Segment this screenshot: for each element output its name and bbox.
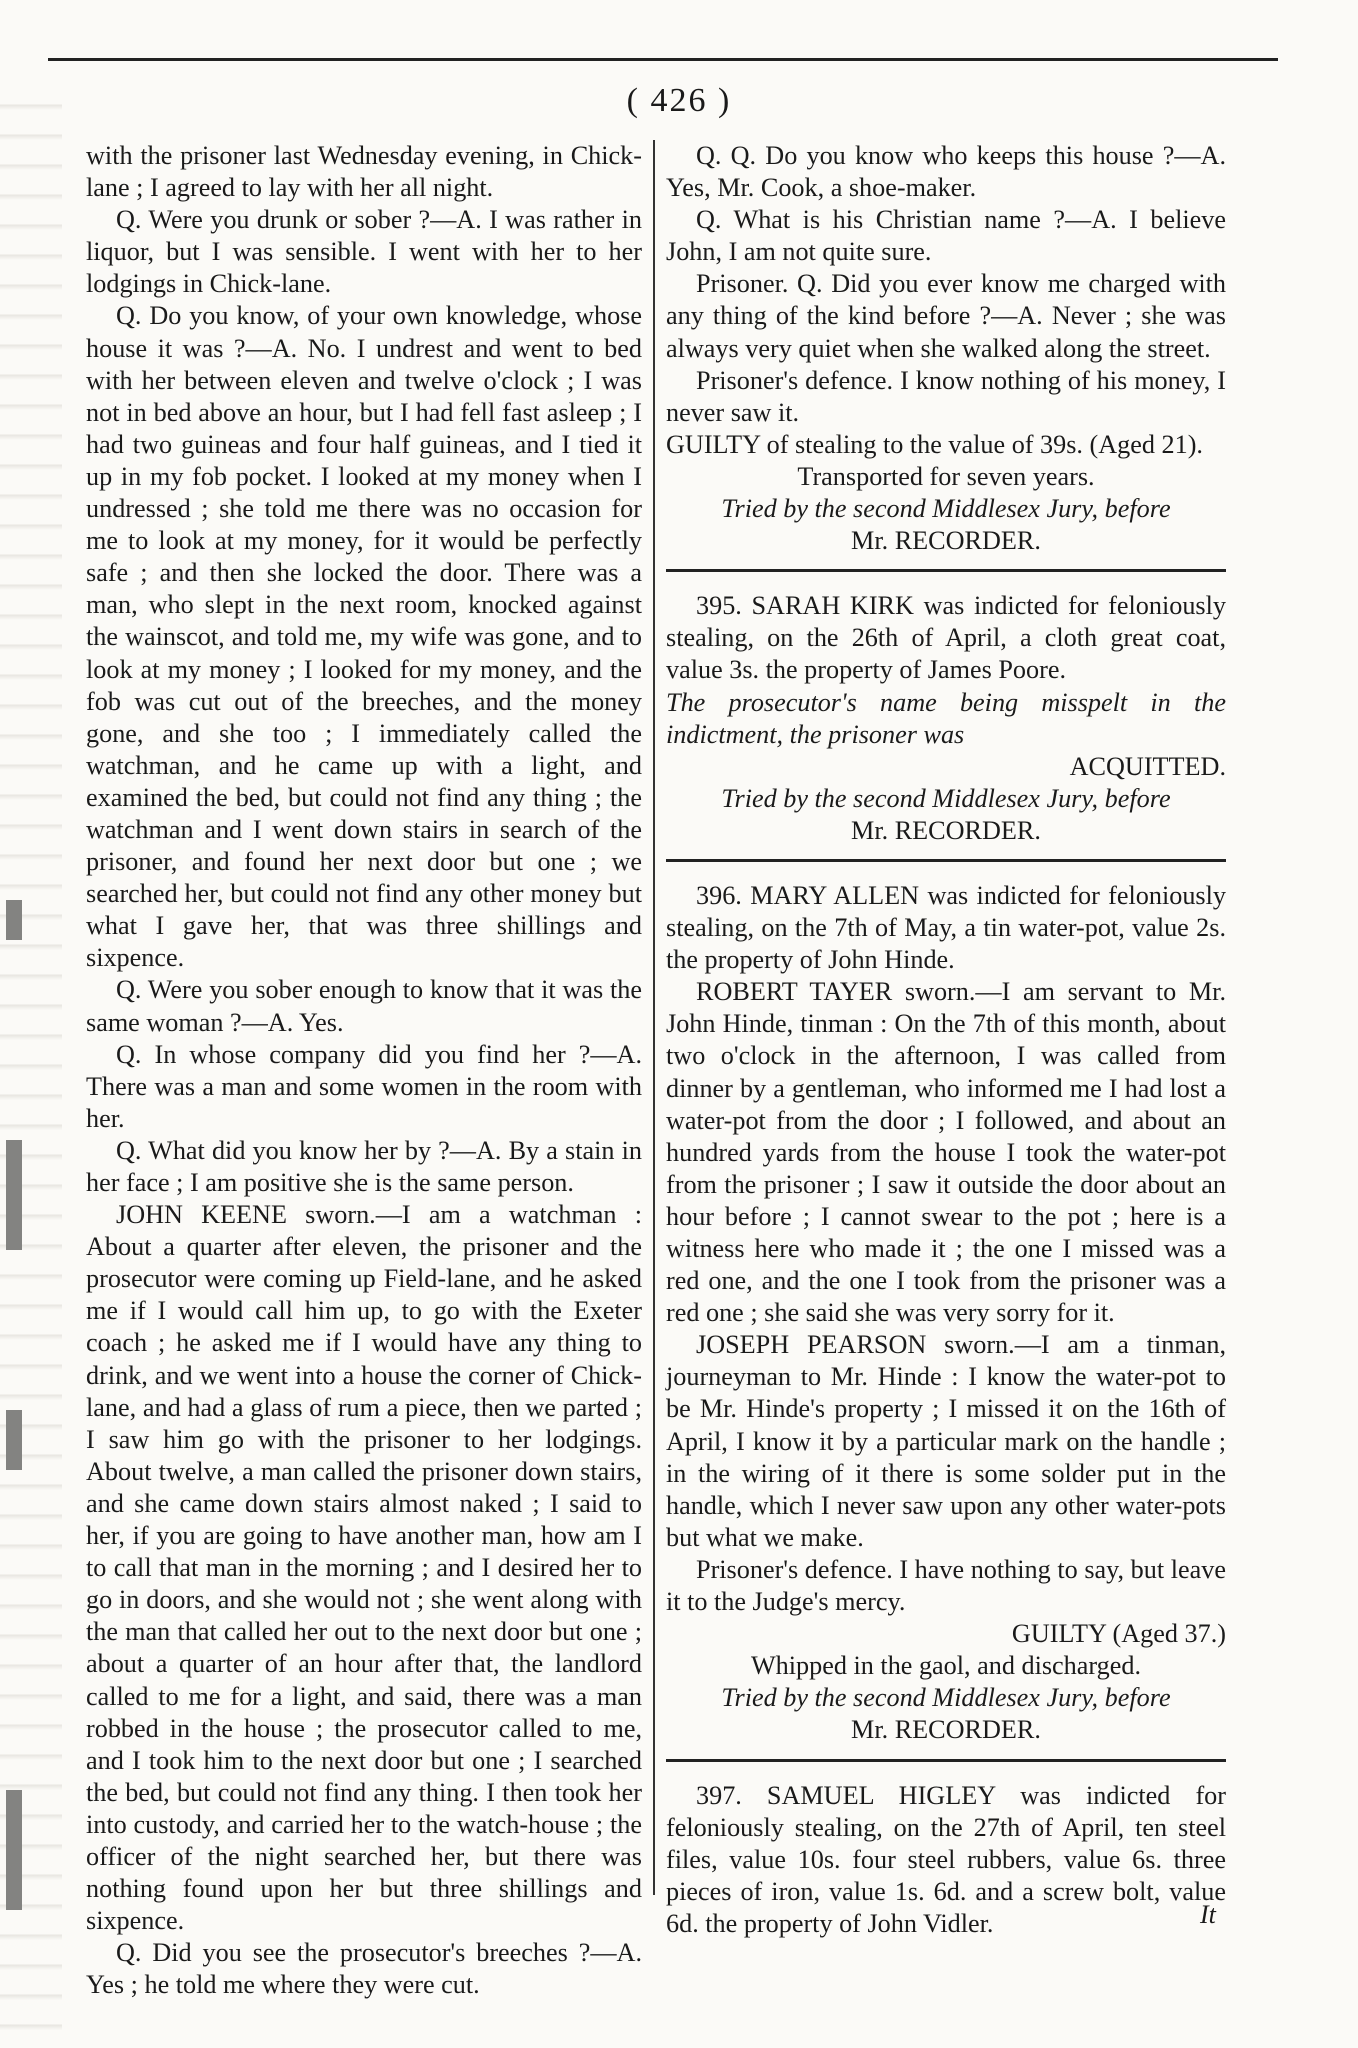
paragraph: Q. What is his Christian name ?—A. I believe John, I am not quite sure. xyxy=(666,205,1226,267)
case-note: The prosecutor's name being misspelt in the indictment, the prisoner was xyxy=(666,687,1226,749)
header-rule xyxy=(48,58,1278,61)
trial-note: Tried by the second Middlesex Jury, before xyxy=(721,783,1171,813)
paragraph: Q. Did you see the prosecutor's breeches ?—A. Yes ; he told me where they were cut. xyxy=(86,1938,642,2000)
verdict: ACQUITTED. xyxy=(1069,751,1226,781)
sentence: Transported for seven years. xyxy=(797,461,1095,491)
right-column xyxy=(666,140,1226,1940)
paragraph: Q. Were you drunk or sober ?—A. I was rather in liquor, but I was sensible. I went with her to her lodgings in Chick-lane. xyxy=(86,205,642,299)
paragraph: Q. Do you know, of your own knowledge, whose house it was ?—A. No. I undrest and went to bed with her between eleven and twelve o'clock ; I was not in bed above an hour, but I had fell fast asleep ; I had two guineas and four half guineas, and I tied it up in my fob pocket. I looked at my money when I undressed ; she told me there was no occasion for me to look at my money, for it would be perfectly safe ; and then she locked the door. There was a man, who slept in the next room, knocked against the wainscot, and told me, my wife was gone, and to look at my money ; I looked for my money, and the fob was cut out of the breeches, and the money gone, and she too ; I immediately called the watchman, and he came up with a light, and examined the bed, but could not find any thing ; the watchman and I went down stairs in search of the prisoner, and found her next door but one ; we searched her, but could not find any other money but what I gave her, that was three shillings and sixpence. xyxy=(86,301,642,973)
verdict: GUILTY (Aged 37.) xyxy=(1011,1619,1226,1649)
paragraph: Q. What did you know her by ?—A. By a stain in her face ; I am positive she is the same person. xyxy=(86,1135,642,1197)
recorder: Mr. RECORDER. xyxy=(851,526,1041,556)
sentence: Whipped in the gaol, and discharged. xyxy=(750,1651,1142,1681)
case-paragraph: 397. SAMUEL HIGLEY was indicted for feloniously stealing, on the 27th of April, ten steel files, value 10s. four steel rubbers, value 6s. three pieces of iron, value 1s. 6d. and a screw bolt, value 6d. the property of John Vidler. xyxy=(666,1780,1226,1938)
verdict: GUILTY of stealing to the value of 39s. (Aged 21). xyxy=(666,429,1203,459)
section-rule xyxy=(666,1759,1226,1762)
scan-margin xyxy=(0,80,62,2040)
paragraph: Q. Were you sober enough to know that it was the same woman ?—A. Yes. xyxy=(86,975,642,1037)
case-paragraph: 395. SARAH KIRK was indicted for feloniously stealing, on the 26th of April, a cloth great coat, value 3s. the property of James Poore. xyxy=(666,591,1226,685)
case-paragraph: 396. MARY ALLEN was indicted for feloniously stealing, on the 7th of May, a tin water-pot, value 2s. the property of John Hinde. xyxy=(666,880,1226,975)
witness-paragraph: ROBERT TAYER sworn.—I am servant to Mr. John Hinde, tinman : On the 7th of this month, about two o'clock in the afternoon, I was called from dinner by a gentleman, who informed me I had lost a water-pot from the door ; I followed, and about an hundred yards from the house I took the water-pot from the prisoner ; I saw it outside the door about an hour before ; I cannot swear to the pot ; here is a witness here who made it ; the one I missed was a red one, and the one I took from the prisoner was a red one ; she said she was very sorry for it. xyxy=(666,977,1226,1328)
witness-paragraph: JOSEPH PEARSON sworn.—I am a tinman, journeyman to Mr. Hinde : I know the water-pot to be Mr. Hinde's property ; I missed it on the 16th of April, I know it by a particular mark on the handle ; in the wiring of it there is some solder put in the handle, which I never saw upon any other water-pots but what we make. xyxy=(666,1330,1226,1552)
catchword: It xyxy=(1200,1900,1216,1929)
paragraph: Prisoner's defence. I know nothing of his money, I never saw it. xyxy=(666,365,1226,427)
paragraph: Prisoner. Q. Did you ever know me charged with any thing of the kind before ?—A. Never ; she was always very quiet when she walked along the street. xyxy=(666,269,1226,363)
scan-mark xyxy=(6,900,22,940)
trial-note: Tried by the second Middlesex Jury, before xyxy=(721,494,1171,524)
scan-mark xyxy=(6,1410,22,1470)
scan-mark xyxy=(6,1790,22,1910)
defence-paragraph: Prisoner's defence. I have nothing to say, but leave it to the Judge's mercy. xyxy=(666,1554,1226,1617)
paragraph: Q. Q. Do you know who keeps this house ?—A. Yes, Mr. Cook, a shoe-maker. xyxy=(666,141,1226,203)
scan-mark xyxy=(6,1140,22,1250)
column-divider xyxy=(653,140,655,1895)
page-number: ( 426 ) xyxy=(626,82,732,119)
recorder: Mr. RECORDER. xyxy=(851,1715,1041,1745)
left-column xyxy=(86,140,642,2001)
paragraph: with the prisoner last Wednesday evening, in Chick-lane ; I agreed to lay with her all night. xyxy=(86,141,642,203)
section-rule xyxy=(666,859,1226,862)
section-rule xyxy=(666,569,1226,572)
paragraph: JOHN KEENE sworn.—I am a watchman : About a quarter after eleven, the prisoner and the prosecutor were coming up Field-lane, and he asked me if I would call him up, to go with the Exeter coach ; he asked me if I would have any thing to drink, and we went into a house the corner of Chick-lane, and had a glass of rum a piece, then we parted ; I saw him go with the prisoner to her lodgings. About twelve, a man called the prisoner down stairs, and she came down stairs almost naked ; I said to her, if you are going to have another man, how am I to call that man in the morning ; and I desired her to go in doors, and she would not ; she went along with the man that called her out to the next door but one ; about a quarter of an hour after that, the landlord called to me for a light, and said, there was a man robbed in the house ; the prosecutor called to me, and I took him to the next door but one ; I searched the bed, but could not find any thing. I then took her into custody, and carried her to the watch-house ; the officer of the night searched her, but there was nothing found upon her but three shillings and sixpence. xyxy=(86,1200,642,1936)
paragraph: Q. In whose company did you find her ?—A. There was a man and some women in the room with her. xyxy=(86,1039,642,1133)
recorder: Mr. RECORDER. xyxy=(851,815,1041,845)
trial-note: Tried by the second Middlesex Jury, before xyxy=(721,1683,1171,1713)
